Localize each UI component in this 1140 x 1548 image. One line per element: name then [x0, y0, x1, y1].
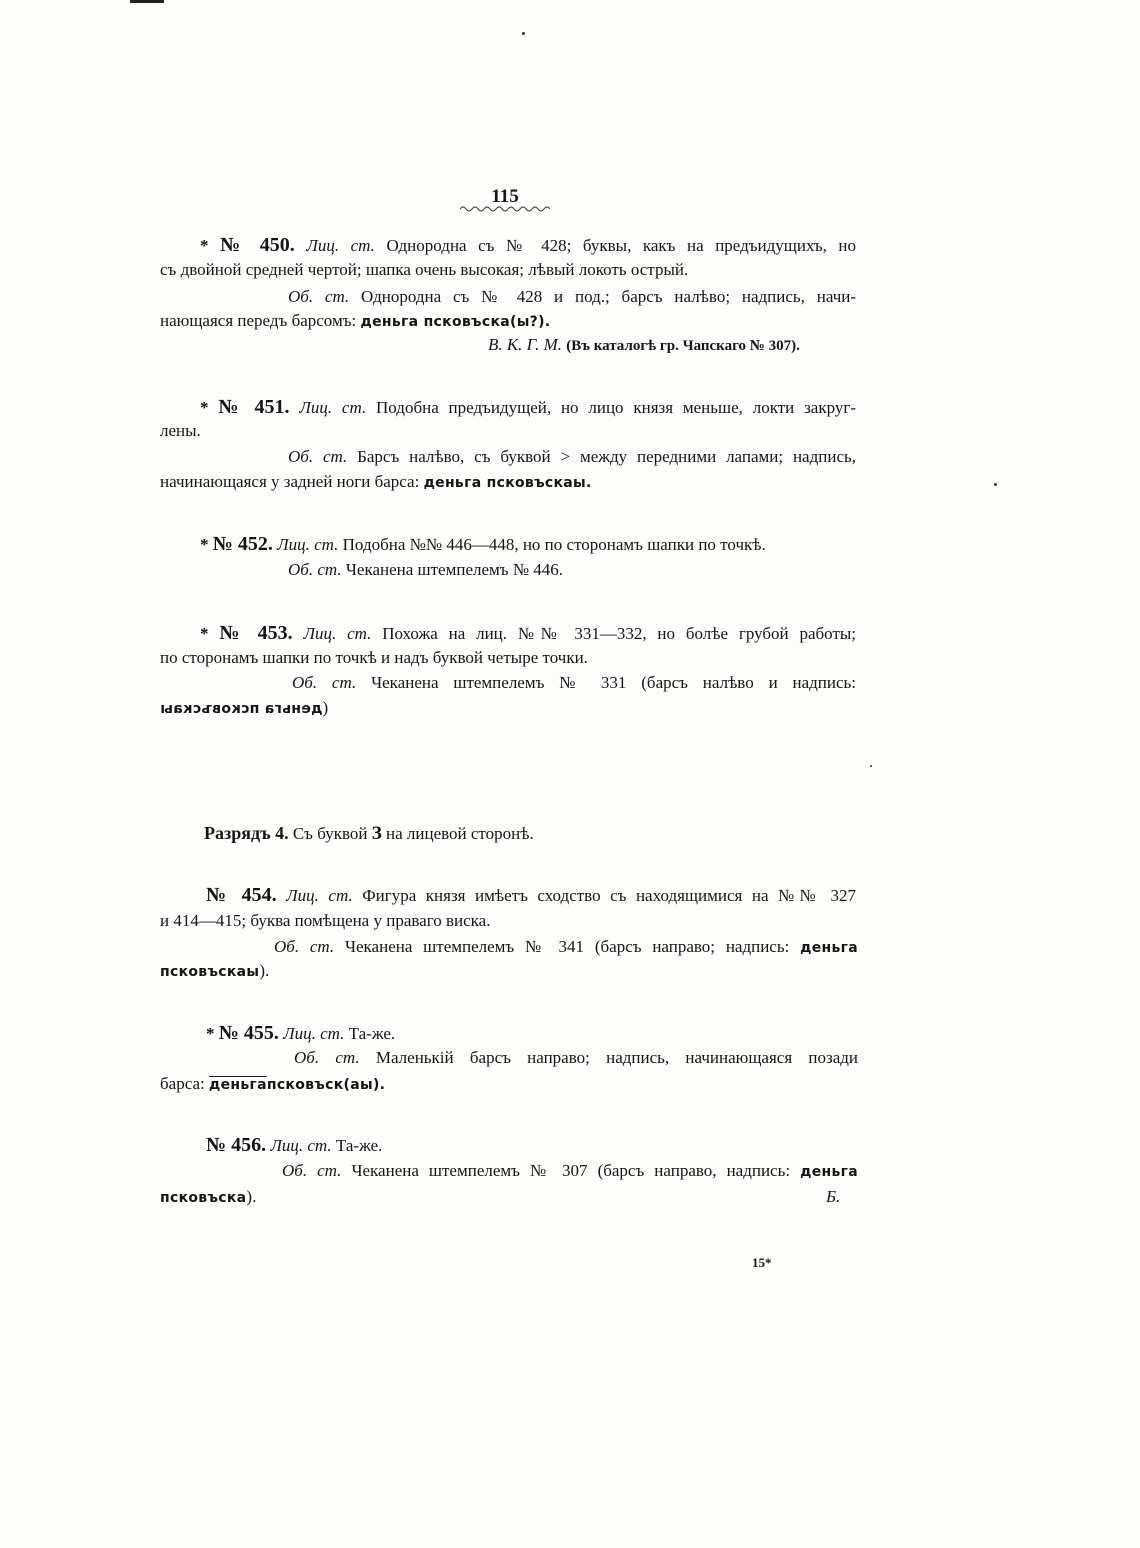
entry-450-provenance: В. К. Г. М. (Въ каталогѣ гр. Чапскаго № 307).	[488, 335, 800, 354]
entry-454-obverse-line1: № 454. Лиц. ст. Фигура князя имѣетъ сходство съ находящимися на №№ 327	[206, 884, 856, 906]
entry-450-obverse-line1: * № 450. Лиц. ст. Однородна съ № 428; буквы, какъ на предъидущихъ, но	[200, 234, 857, 256]
page-number: 115	[491, 186, 519, 207]
entry-451-obverse-line2: лены.	[160, 421, 201, 440]
entry-451-obverse-line1: * № 451. Лиц. ст. Подобна предъидущей, но лицо князя меньше, локти закруг-	[200, 396, 856, 418]
entry-456-reverse-line2: псковъска).	[160, 1187, 257, 1206]
entry-456-provenance: Б.	[826, 1187, 841, 1206]
entry-450-obverse-line2: съ двойной средней чертой; шапка очень высокая; лѣвый локоть острый.	[160, 260, 689, 279]
entry-456-obverse-line1: № 456. Лиц. ст. Та-же.	[206, 1134, 383, 1156]
scan-edge-mark	[130, 0, 164, 3]
section-heading: Разрядъ 4. Съ буквой З на лицевой сторонѣ.	[204, 823, 534, 844]
entry-455-reverse-line2: барса: деньгапсковъск(аы).	[160, 1074, 386, 1093]
entry-456-reverse-line1: Об. ст. Чеканена штемпелемъ № 307 (барсъ направо, надпись: деньга	[282, 1161, 859, 1180]
entry-453-obverse-line2: по сторонамъ шапки по точкѣ и надъ буквой четыре точки.	[160, 648, 588, 667]
entry-454-reverse-line1: Об. ст. Чеканена штемпелемъ № 341 (барсъ направо; надпись: деньга	[274, 937, 859, 956]
entry-451-reverse-line2: начинающаяся у задней ноги барса: деньга псковъскаы.	[160, 472, 592, 491]
entry-455-obverse-line1: * № 455. Лиц. ст. Та-же.	[206, 1022, 396, 1044]
entry-455-reverse-line1: Об. ст. Маленькій барсъ направо; надпись, начинающаяся позади	[294, 1048, 858, 1067]
entry-450-reverse-line2: нающаяся передъ барсомъ: деньга псковъска(ы?).	[160, 311, 551, 330]
sheet-signature: 15*	[752, 1255, 772, 1270]
scan-speck	[870, 765, 872, 767]
entry-452-reverse-line1: Об. ст. Чеканена штемпелемъ № 446.	[288, 560, 564, 579]
scan-speck	[522, 32, 525, 35]
retrograde-inscription: деньга псковъскаы	[160, 701, 323, 717]
entry-454-obverse-line2: и 414—415; буква помѣщена у праваго виска.	[160, 911, 491, 930]
entry-451-reverse-line1: Об. ст. Барсъ налѣво, съ буквой > между передними лапами; надпись,	[288, 447, 857, 466]
scan-speck	[994, 483, 997, 486]
entry-454-reverse-line2: псковъскаы).	[160, 961, 270, 980]
entry-450-reverse-line1: Об. ст. Однородна съ № 428 и под.; барсъ налѣво; надпись, начи-	[288, 287, 856, 306]
entry-453-reverse-line1: Об. ст. Чеканена штемпелемъ № 331 (барсъ налѣво и надпись:	[292, 673, 857, 692]
entry-452-obverse-line1: * № 452. Лиц. ст. Подобна №№ 446—448, но по сторонамъ шапки по точкѣ.	[200, 533, 766, 555]
entry-453-obverse-line1: * № 453. Лиц. ст. Похожа на лиц. №№ 331—332, но болѣе грубой работы;	[200, 622, 857, 644]
entry-453-reverse-line2: деньга псковъскаы)	[160, 697, 328, 720]
page-number-wavy-rule	[460, 205, 550, 213]
